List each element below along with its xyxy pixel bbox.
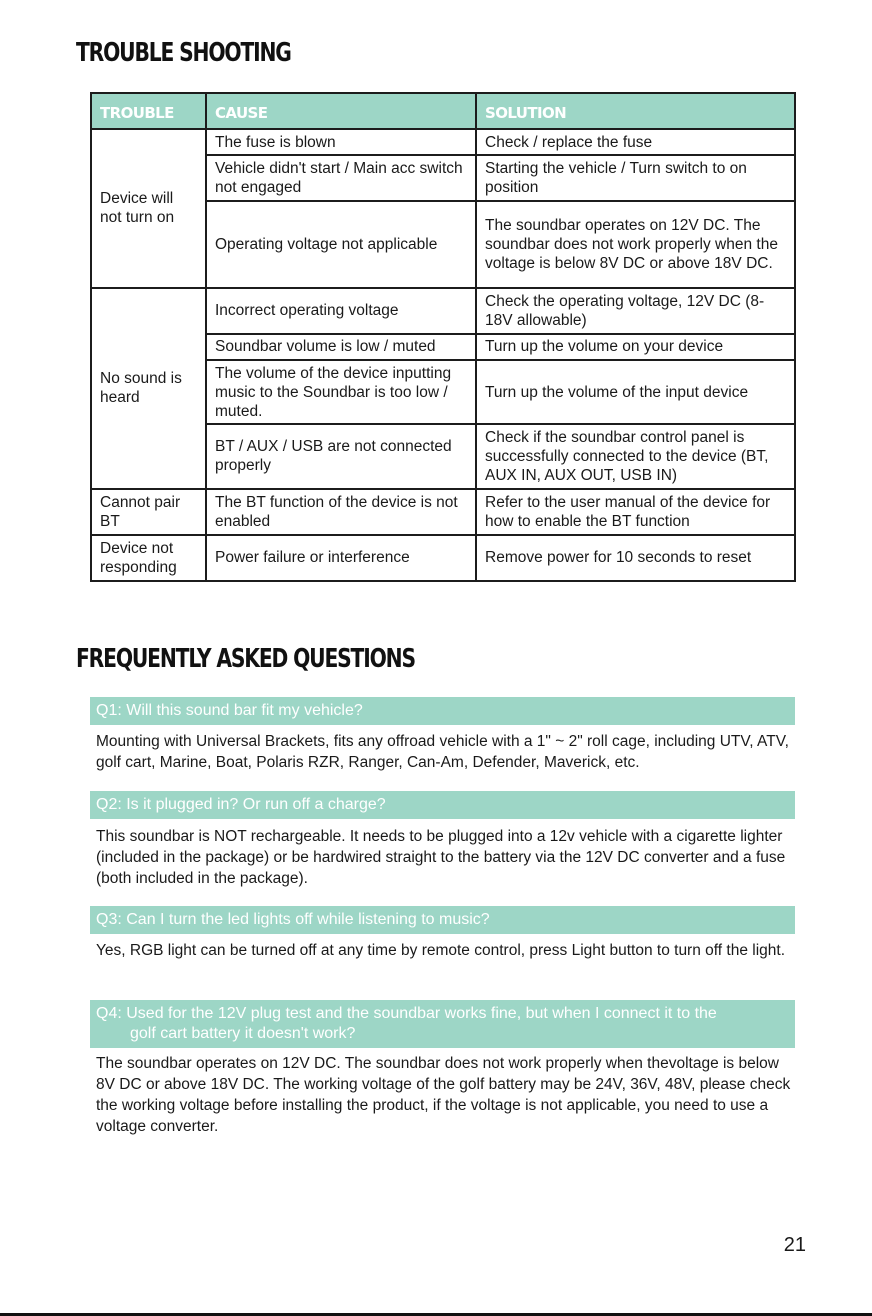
page-number: 21 (783, 1234, 806, 1256)
question-text: Q1: Will this sound bar fit my vehicle? (96, 702, 363, 719)
faq-question-3 (90, 906, 795, 934)
troubleshooting-heading: TROUBLE SHOOTING (76, 38, 291, 68)
solution-cell: Turn up the volume of the input device (476, 360, 795, 424)
cause-cell: Operating voltage not applicable (206, 201, 476, 287)
cause-cell: Power failure or interference (206, 535, 476, 581)
faq-heading: FREQUENTLY ASKED QUESTIONS (76, 644, 415, 674)
faq-answer-3: Yes, RGB light can be turned off at any time by remote control, press Light button to turn off the light. (96, 942, 786, 959)
faq-answer-2: This soundbar is NOT rechargeable. It needs to be plugged into a 12v vehicle with a cigarette lighter (included in the package) or be hardwired straight to the battery via the 12V DC converter and a fuse (both included in the package). (96, 828, 786, 887)
faq-answer-4: The soundbar operates on 12V DC. The soundbar does not work properly when thevoltage is below 8V DC or above 18V DC. The working voltage of the golf battery may be 24V, 36V, 48V, please check the working voltage before installing the product, if the voltage is not applicable, you need to use a voltage converter. (96, 1055, 791, 1135)
table-row (91, 129, 795, 155)
solution-cell: Remove power for 10 seconds to reset (476, 535, 795, 581)
question-text: Q3: Can I turn the led lights off while listening to music? (96, 911, 490, 928)
cause-cell: BT / AUX / USB are not connected properly (206, 424, 476, 488)
column-header-solution: SOLUTION (476, 93, 795, 129)
faq-question-4 (90, 1000, 795, 1048)
faq-question-1 (90, 697, 795, 725)
solution-cell: Refer to the user manual of the device for how to enable the BT function (476, 489, 795, 535)
trouble-cell: Device not responding (91, 535, 206, 581)
cause-cell: The fuse is blown (206, 129, 476, 155)
table-row (91, 535, 795, 581)
solution-cell: Check / replace the fuse (476, 129, 795, 155)
trouble-cell: No sound is heard (91, 288, 206, 489)
cause-cell: The volume of the device inputting music to the Soundbar is too low / muted. (206, 360, 476, 424)
faq-answer-1: Mounting with Universal Brackets, fits any offroad vehicle with a 1" ~ 2" roll cage, including UTV, ATV, golf cart, Marine, Boat, Polaris RZR, Ranger, Can-Am, Defender, Maverick, etc. (96, 733, 789, 771)
trouble-cell: Device will not turn on (91, 129, 206, 288)
column-header-cause: CAUSE (206, 93, 476, 129)
cause-cell: Incorrect operating voltage (206, 288, 476, 334)
solution-cell: Starting the vehicle / Turn switch to on position (476, 155, 795, 201)
solution-cell: Turn up the volume on your device (476, 334, 795, 360)
solution-cell: The soundbar operates on 12V DC. The soundbar does not work properly when the voltage is below 8V DC or above 18V DC. (476, 201, 795, 287)
faq-question-2 (90, 791, 795, 819)
solution-cell: Check if the soundbar control panel is successfully connected to the device (BT, AUX IN, AUX OUT, USB IN) (476, 424, 795, 488)
cause-cell: Soundbar volume is low / muted (206, 334, 476, 360)
column-header-trouble: TROUBLE (91, 93, 206, 129)
question-text: Q4: Used for the 12V plug test and the soundbar works fine, but when I connect it to the (96, 1005, 717, 1022)
question-text: Q2: Is it plugged in? Or run off a charge? (96, 796, 386, 813)
question-text-continued: golf cart battery it doesn't work? (130, 1025, 356, 1042)
solution-cell: Check the operating voltage, 12V DC (8-18V allowable) (476, 288, 795, 334)
cause-cell: The BT function of the device is not enabled (206, 489, 476, 535)
troubleshooting-table (90, 92, 796, 582)
table-header-row (91, 93, 795, 129)
table-row (91, 288, 795, 334)
table-row (91, 489, 795, 535)
cause-cell: Vehicle didn't start / Main acc switch not engaged (206, 155, 476, 201)
trouble-cell: Cannot pair BT (91, 489, 206, 535)
